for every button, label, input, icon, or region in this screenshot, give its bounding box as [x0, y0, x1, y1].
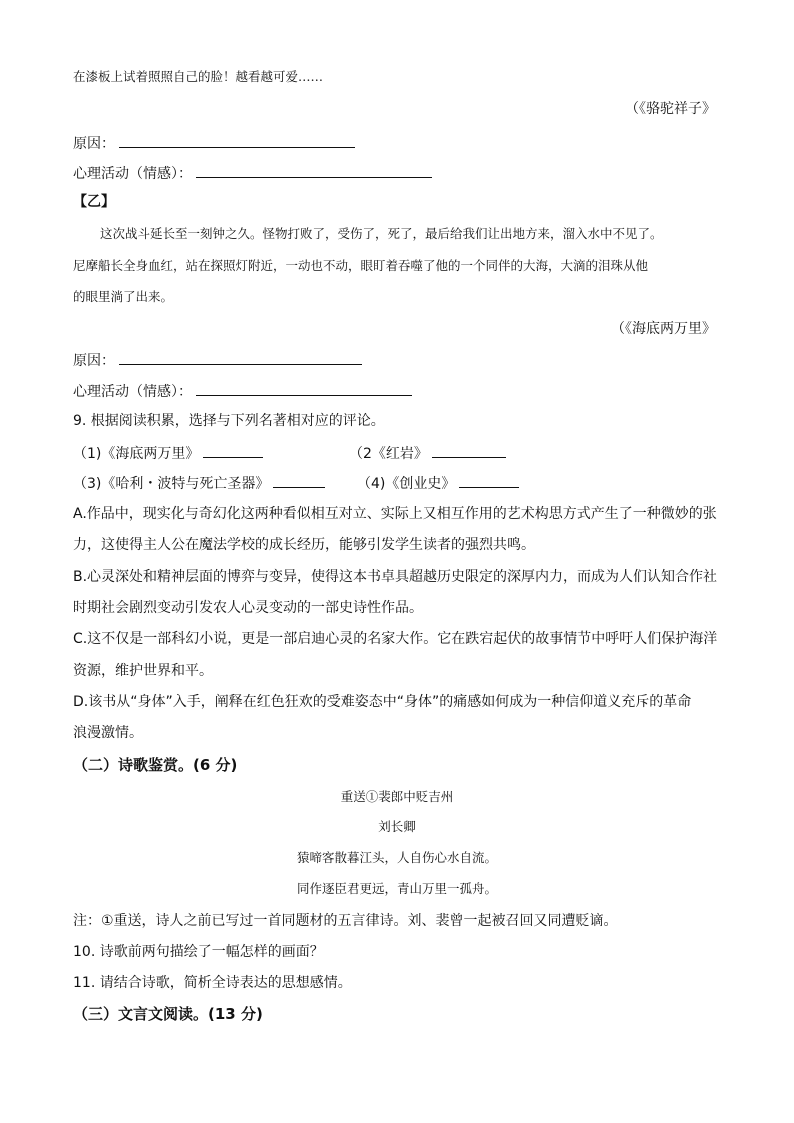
poem-line1: 猿啼客散暮江头，人自伤心水自流。 — [296, 850, 497, 865]
q9-item4-row — [357, 473, 519, 493]
yi-mind-label: 心理活动（情感）： — [73, 384, 192, 400]
camel-reason-label: 原因： — [73, 136, 115, 152]
yi-para-line3: 的眼里淌了出来。 — [73, 289, 174, 304]
q9-item1: （1)《海底两万里》 — [73, 446, 200, 462]
camel-mind-row — [73, 163, 432, 183]
q9-option-a-line1: A.作品中，现实化与奇幻化这两种看似相互对立、实际上又相互作用的艺术构思方式产生了一种微妙的张 — [73, 506, 717, 522]
q9-item3-blank[interactable] — [273, 473, 325, 488]
q9-option-a-line2: 力，这使得主人公在魔法学校的成长经历，能够引发学生读者的强烈共鸣。 — [73, 537, 535, 553]
q9-item2: （2《红岩》 — [349, 446, 428, 462]
poem-title: 重送①裴郎中贬吉州 — [340, 789, 454, 804]
poem-section-heading: （二）诗歌鉴赏。(6 分) — [73, 756, 238, 774]
camel-reason-blank[interactable] — [119, 133, 355, 148]
q9-option-d-line1: D.该书从“身体”入手，阐释在红色狂欢的受难姿态中“身体”的痛感如何成为一种信仰道义充斥的革命 — [73, 694, 692, 710]
yi-reason-blank[interactable] — [119, 350, 362, 365]
q9-item2-row — [349, 443, 506, 463]
camel-quote-tail: 在漆板上试着照照自己的脸！越看越可爱…… — [73, 69, 324, 84]
camel-reason-row — [73, 133, 355, 153]
yi-reason-label: 原因： — [73, 353, 115, 369]
poem-line2: 同作逐臣君更远，青山万里一孤舟。 — [296, 881, 497, 896]
q9-item3: （3)《哈利・波特与死亡圣器》 — [73, 476, 270, 492]
camel-mind-label: 心理活动（情感）： — [73, 166, 192, 182]
poem-author: 刘长卿 — [378, 819, 416, 834]
camel-mind-blank[interactable] — [196, 163, 432, 178]
question-11: 11. 请结合诗歌，简析全诗表达的思想感情。 — [73, 975, 352, 991]
q9-item1-blank[interactable] — [203, 443, 263, 458]
q9-option-b-line2: 时期社会剧烈变动引发农人心灵变动的一部史诗性作品。 — [73, 600, 423, 616]
q9-stem: 9. 根据阅读积累，选择与下列名著相对应的评论。 — [73, 413, 385, 429]
poem-note: 注：①重送，诗人之前已写过一首同题材的五言律诗。刘、裴曾一起被召回又同遭贬谪。 — [73, 913, 618, 929]
yi-heading: 【乙】 — [73, 194, 115, 210]
q9-item1-row — [73, 443, 263, 463]
q9-option-d-line2: 浪漫激情。 — [73, 725, 143, 741]
classical-section-heading: （三）文言文阅读。(13 分) — [73, 1005, 263, 1023]
q9-item2-blank[interactable] — [432, 443, 506, 458]
yi-source: （《海底两万里》 — [611, 321, 716, 337]
q9-item4: （4)《创业史》 — [357, 476, 456, 492]
q9-option-b-line1: B.心灵深处和精神层面的博弈与变异，使得这本书卓具超越历史限定的深厚内力，而成为人们认知合作社 — [73, 569, 718, 585]
question-10: 10. 诗歌前两句描绘了一幅怎样的画面？ — [73, 944, 324, 960]
yi-para-line1: 这次战斗延长至一刻钟之久。怪物打败了，受伤了，死了，最后给我们让出地方来，溜入水中不见了。 — [100, 226, 663, 241]
q9-item4-blank[interactable] — [459, 473, 519, 488]
q9-option-c-line1: C.这不仅是一部科幻小说，更是一部启迪心灵的名家大作。它在跌宕起伏的故事情节中呼吁人们保护海洋 — [73, 631, 718, 647]
q9-item3-row — [73, 473, 325, 493]
camel-source: （《骆驼祥子》 — [625, 101, 716, 117]
q9-option-c-line2: 资源，维护世界和平。 — [73, 663, 213, 679]
yi-mind-row — [73, 381, 412, 401]
yi-para-line2: 尼摩船长全身血红，站在探照灯附近，一动也不动，眼盯着吞噬了他的一个同伴的大海，大滴的泪珠从他 — [73, 258, 649, 273]
yi-mind-blank[interactable] — [196, 381, 412, 396]
yi-reason-row — [73, 350, 362, 370]
